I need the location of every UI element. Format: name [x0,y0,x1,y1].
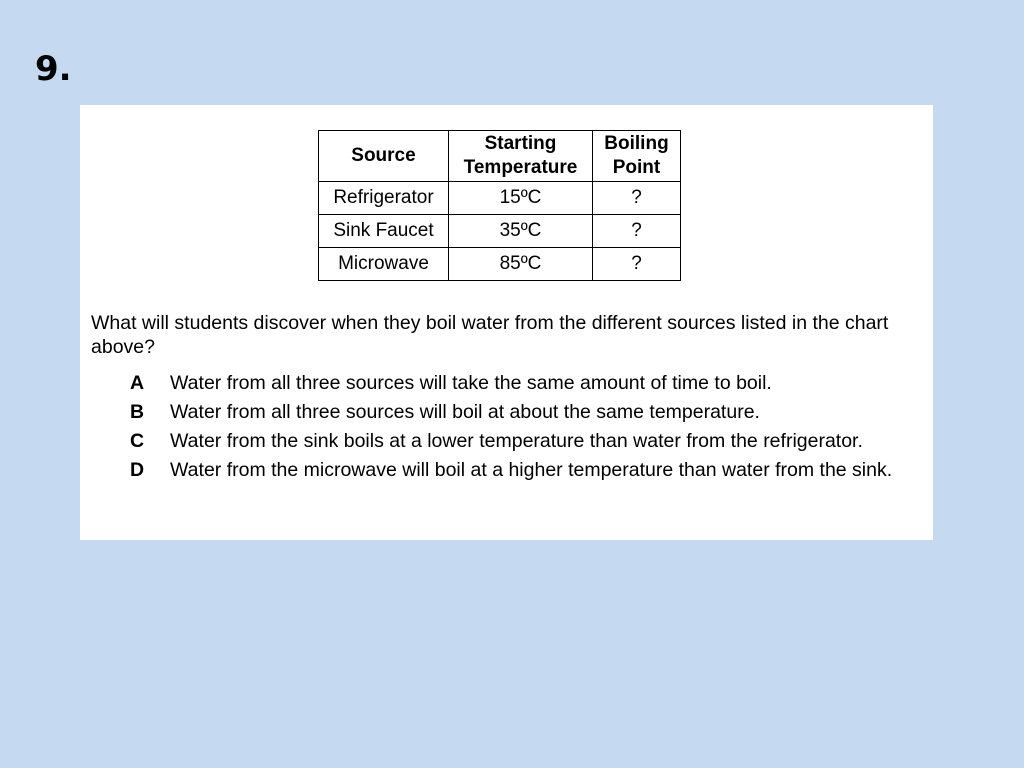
data-table [318,130,681,281]
question-panel [80,105,933,540]
table-row [319,248,681,281]
question-text: What will students discover when they boil water from the different sources listed in the chart above? [91,312,889,358]
question-number: 9. [35,49,72,89]
cell-boiling-point: ? [593,182,681,215]
option-text: Water from all three sources will take the same amount of time to boil. [170,372,772,394]
cell-source: Microwave [319,248,449,281]
header-source [319,131,449,182]
answer-option-b[interactable] [130,400,920,425]
header-boil-line-1: Boiling [604,133,669,154]
option-text: Water from the sink boils at a lower temperature than water from the refrigerator. [170,430,863,452]
option-letter: D [130,459,145,481]
header-boiling-point [593,131,681,182]
answer-option-d[interactable] [130,458,920,483]
option-letter: A [130,372,145,394]
table-header-row [319,131,681,182]
option-letter: C [130,430,145,452]
cell-boiling-point: ? [593,215,681,248]
option-text: Water from the microwave will boil at a higher temperature than water from the sink. [170,459,893,481]
table-row [319,182,681,215]
header-starting-temperature [449,131,593,182]
answer-option-c[interactable] [130,429,920,454]
header-boil-line-2: Point [612,157,661,178]
cell-boiling-point: ? [593,248,681,281]
cell-starting-temperature: 85ºC [449,248,593,281]
header-source-line-1: Source [351,145,416,166]
header-temp-line-2: Temperature [463,157,578,178]
answer-options [130,371,920,487]
header-temp-line-1: Starting [484,133,557,154]
answer-option-a[interactable] [130,371,920,396]
cell-source: Sink Faucet [319,215,449,248]
cell-starting-temperature: 15ºC [449,182,593,215]
cell-starting-temperature: 35ºC [449,215,593,248]
option-letter: B [130,401,145,423]
option-text: Water from all three sources will boil at about the same temperature. [170,401,760,423]
table-row [319,215,681,248]
cell-source: Refrigerator [319,182,449,215]
